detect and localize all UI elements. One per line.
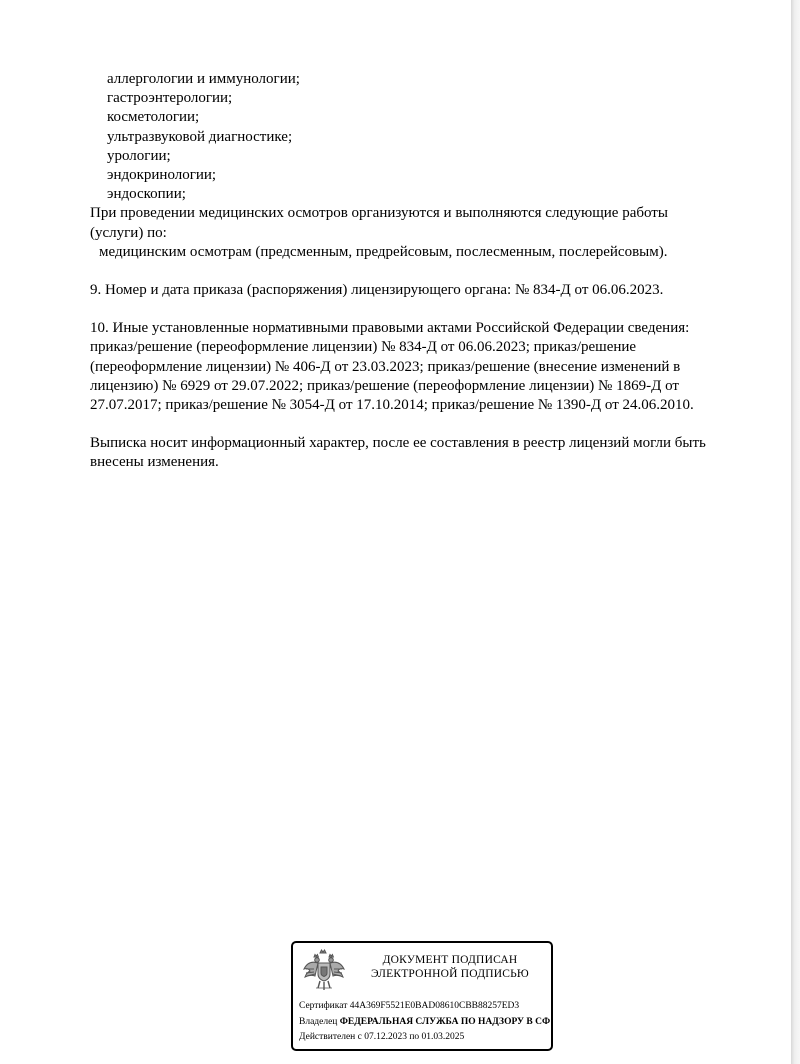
certificate-validity: Действителен с 07.12.2023 по 01.03.2025 [299, 1032, 465, 1042]
section-10 [90, 319, 750, 415]
paragraph-spacer [90, 415, 750, 434]
stamp-title-line: ЭЛЕКТРОННОЙ ПОДПИСЬЮ [371, 968, 529, 980]
specialties-list [90, 70, 750, 204]
stamp-title [355, 953, 545, 981]
section-10-line: 27.07.2017; приказ/решение № 3054-Д от 17.10.2014; приказ/решение № 1390-Д от 24.06.2010. [90, 397, 694, 414]
section-10-line: (переоформление лицензии) № 406-Д от 23.03.2023; приказ/решение (внесение изменений в [90, 358, 681, 375]
section-10-line: приказ/решение (переоформление лицензии) № 834-Д от 06.06.2023; приказ/решение [90, 339, 637, 356]
list-item: ультразвуковой диагностике; [107, 128, 293, 145]
med-exams-item: медицинским осмотрам (предсменным, предрейсовым, послесменным, послерейсовым). [99, 243, 668, 260]
med-exams-intro-line: (услуги) по: [90, 224, 167, 241]
list-item: аллергологии и иммунологии; [107, 71, 300, 87]
disclaimer-line: внесены изменения. [90, 454, 219, 471]
list-item: эндоскопии; [107, 186, 186, 203]
viewer-page-edge [791, 0, 800, 1064]
document-body [90, 70, 750, 473]
stamp-title-line: ДОКУМЕНТ ПОДПИСАН [382, 954, 518, 966]
section-10-line: лицензию) № 6929 от 29.07.2022; приказ/решение (переоформление лицензии) № 1869-Д от [90, 377, 679, 394]
certificate-number: Сертификат 44A369F5521E0BAD08610CBB88257ED3 [299, 1001, 520, 1011]
disclaimer [90, 434, 750, 472]
list-item: урологии; [107, 147, 171, 164]
med-exams-intro-line: При проведении медицинских осмотров организуются и выполняются следующие работы [90, 205, 668, 222]
section-10-line: 10. Иные установленные нормативными правовыми актами Российской Федерации сведения: [90, 320, 690, 337]
list-item: косметологии; [107, 109, 200, 126]
paragraph-spacer [90, 262, 750, 281]
list-item: эндокринологии; [107, 167, 217, 184]
paragraph-spacer [90, 300, 750, 319]
certificate-owner [299, 1016, 550, 1028]
electronic-signature-stamp [291, 941, 553, 1051]
owner-name: ФЕДЕРАЛЬНАЯ СЛУЖБА ПО НАДЗОРУ В СФ [339, 1017, 551, 1027]
med-exams-intro [90, 204, 750, 242]
section-9: 9. Номер и дата приказа (распоряжения) лицензирующего органа: № 834-Д от 06.06.2023. [90, 282, 664, 299]
disclaimer-line: Выписка носит информационный характер, после ее составления в реестр лицензий могли быть [90, 435, 706, 452]
owner-label: Владелец [299, 1017, 340, 1027]
double-headed-eagle-emblem-icon [302, 947, 346, 993]
list-item: гастроэнтерологии; [107, 90, 233, 107]
